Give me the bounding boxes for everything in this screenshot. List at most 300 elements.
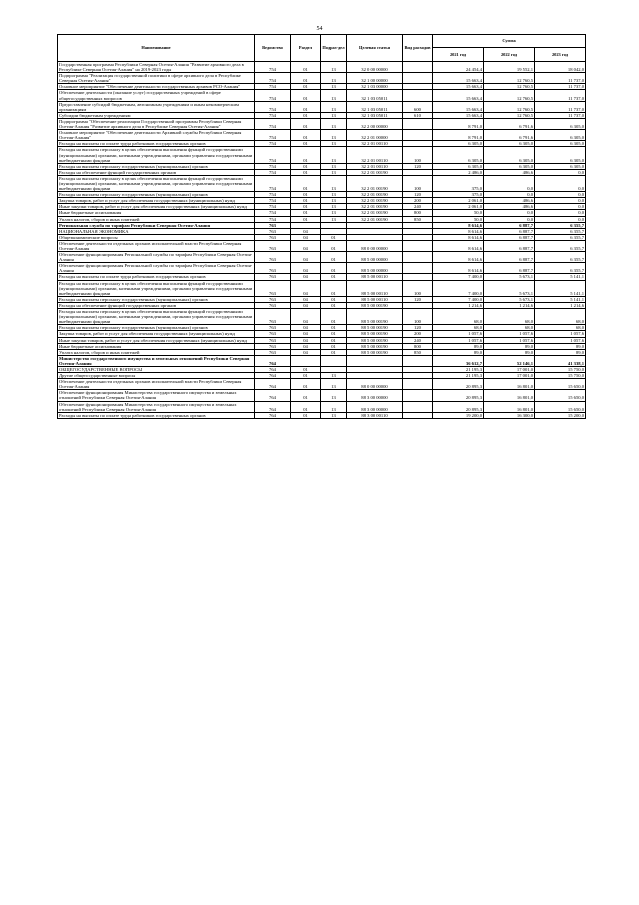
cell-podrazdel: 13 xyxy=(321,175,347,191)
cell-name: Расходы на выплаты по оплате труда работников государственных органов xyxy=(58,274,255,280)
cell-sum-2023: 41 338,1 xyxy=(535,355,586,366)
cell-sum-2021: 20 895,3 xyxy=(433,390,484,401)
cell-podrazdel: 13 xyxy=(321,390,347,401)
cell-sum-2021: 8 614,6 xyxy=(433,263,484,274)
cell-sum-2022: 5 673,1 xyxy=(484,296,535,302)
cell-expense-type xyxy=(403,263,433,274)
cell-sum-2021: 8 791,0 xyxy=(433,118,484,129)
cell-target-article: 88 5 00 00190 xyxy=(347,302,403,308)
cell-sum-2021: 375,0 xyxy=(433,175,484,191)
cell-sum-2022: 12 760,5 xyxy=(484,84,535,90)
cell-expense-type: 120 xyxy=(403,163,433,169)
cell-podrazdel: 13 xyxy=(321,141,347,147)
cell-expense-type xyxy=(403,240,433,251)
cell-sum-2022: 1 214,6 xyxy=(484,302,535,308)
cell-vedomstvo: 764 xyxy=(255,373,291,379)
cell-podrazdel: 13 xyxy=(321,62,347,73)
cell-vedomstvo: 763 xyxy=(255,263,291,274)
cell-vedomstvo: 754 xyxy=(255,216,291,222)
cell-podrazdel: 01 xyxy=(321,240,347,251)
page-number: 54 xyxy=(316,26,323,32)
table-row xyxy=(58,390,586,401)
header-year-2021: 2021 год xyxy=(433,48,484,62)
cell-razdel: 04 xyxy=(291,309,321,325)
cell-sum-2023: 5 141,1 xyxy=(535,280,586,296)
cell-sum-2022: 6 887,7 xyxy=(484,234,535,240)
cell-razdel: 01 xyxy=(291,198,321,204)
cell-podrazdel: 13 xyxy=(321,147,347,163)
cell-sum-2022: 6 887,7 xyxy=(484,263,535,274)
cell-podrazdel: 01 xyxy=(321,302,347,308)
cell-sum-2023: 15 750,0 xyxy=(535,373,586,379)
cell-sum-2023: 1 057,6 xyxy=(535,337,586,343)
cell-sum-2021: 375,0 xyxy=(433,192,484,198)
cell-expense-type: 610 xyxy=(403,112,433,118)
table-row xyxy=(58,355,586,366)
cell-podrazdel: 13 xyxy=(321,204,347,210)
cell-target-article: 32 2 01 00110 xyxy=(347,141,403,147)
cell-sum-2023: 18 042,0 xyxy=(535,62,586,73)
cell-vedomstvo: 754 xyxy=(255,147,291,163)
table-row xyxy=(58,401,586,412)
cell-name: Иные бюджетные ассигнования xyxy=(58,343,255,349)
cell-podrazdel: 01 xyxy=(321,252,347,263)
cell-sum-2022: 6 791,6 xyxy=(484,118,535,129)
cell-vedomstvo: 754 xyxy=(255,118,291,129)
cell-razdel: 01 xyxy=(291,169,321,175)
cell-name: Расходы на обеспечение функций государственных органов xyxy=(58,169,255,175)
cell-sum-2021: 15 663,4 xyxy=(433,90,484,101)
header-year-2022: 2022 год xyxy=(484,48,535,62)
cell-sum-2023: 0,0 xyxy=(535,204,586,210)
cell-target-article: 88 5 00 00110 xyxy=(347,280,403,296)
cell-sum-2023: 6 305,0 xyxy=(535,130,586,141)
cell-sum-2023: 15 650,0 xyxy=(535,379,586,390)
cell-name: Основное мероприятие "Обеспечение деятельности государственных архивов РСО-Алания" xyxy=(58,84,255,90)
cell-sum-2022: 12 760,5 xyxy=(484,112,535,118)
cell-podrazdel: 01 xyxy=(321,296,347,302)
cell-name: Обеспечение деятельности отдельных органов исполнительной власти Республики Северная Осетия-Алания xyxy=(58,240,255,251)
cell-expense-type: 800 xyxy=(403,343,433,349)
cell-sum-2022: 6 887,7 xyxy=(484,252,535,263)
cell-name: Подпрограмма "Обеспечение реализации Государственной программы Республики Северная Осетия-Алания "Развитие архивного дела в Республике Северная Осетия-Алания" xyxy=(58,118,255,129)
cell-expense-type: 600 xyxy=(403,101,433,112)
cell-sum-2022: 68,0 xyxy=(484,309,535,325)
table-row xyxy=(58,73,586,84)
budget-table xyxy=(57,34,586,419)
cell-razdel: 01 xyxy=(291,118,321,129)
cell-sum-2021: 6 305,0 xyxy=(433,141,484,147)
cell-name: НАЦИОНАЛЬНАЯ ЭКОНОМИКА xyxy=(58,228,255,234)
cell-expense-type: 240 xyxy=(403,204,433,210)
cell-vedomstvo: 763 xyxy=(255,337,291,343)
cell-sum-2023: 15 750,0 xyxy=(535,366,586,372)
cell-razdel: 01 xyxy=(291,379,321,390)
cell-sum-2021: 21 195,3 xyxy=(433,366,484,372)
cell-sum-2023: 15 650,0 xyxy=(535,401,586,412)
cell-name: Закупка товаров, работ и услуг для обеспечения государственных (муниципальных) нужд xyxy=(58,198,255,204)
cell-razdel: 01 xyxy=(291,390,321,401)
table-row xyxy=(58,309,586,325)
cell-expense-type xyxy=(403,401,433,412)
cell-name: Обеспечение функционирования Региональной службы по тарифам Республики Северная Осетия-Алания xyxy=(58,252,255,263)
cell-expense-type: 850 xyxy=(403,216,433,222)
cell-sum-2023: 6 355,7 xyxy=(535,240,586,251)
cell-name: Другие общегосударственные вопросы xyxy=(58,373,255,379)
cell-vedomstvo: 763 xyxy=(255,325,291,331)
table-row xyxy=(58,280,586,296)
cell-vedomstvo: 754 xyxy=(255,141,291,147)
cell-razdel: 04 xyxy=(291,240,321,251)
cell-podrazdel: 13 xyxy=(321,90,347,101)
cell-name: Расходы на выплаты персоналу государственных (муниципальных) органов xyxy=(58,163,255,169)
cell-podrazdel: 01 xyxy=(321,274,347,280)
cell-sum-2022: 0,0 xyxy=(484,175,535,191)
cell-sum-2023: 0,0 xyxy=(535,169,586,175)
table-row xyxy=(58,130,586,141)
cell-target-article: 32 2 01 00190 xyxy=(347,204,403,210)
cell-podrazdel: 13 xyxy=(321,169,347,175)
cell-podrazdel: 13 xyxy=(321,216,347,222)
header-vedomstvo: Ведомство xyxy=(255,35,291,62)
cell-sum-2022: 486,6 xyxy=(484,198,535,204)
cell-podrazdel: 13 xyxy=(321,73,347,84)
cell-vedomstvo: 763 xyxy=(255,274,291,280)
cell-sum-2021: 19 200,0 xyxy=(433,412,484,418)
cell-sum-2023: 6 355,7 xyxy=(535,252,586,263)
cell-sum-2021: 36 612,7 xyxy=(433,355,484,366)
cell-target-article: 32 2 01 00190 xyxy=(347,210,403,216)
cell-sum-2021: 15 663,4 xyxy=(433,84,484,90)
cell-podrazdel: 01 xyxy=(321,263,347,274)
cell-expense-type: 120 xyxy=(403,192,433,198)
cell-name: Уплата налогов, сборов и иных платежей xyxy=(58,349,255,355)
cell-vedomstvo: 754 xyxy=(255,101,291,112)
cell-razdel: 04 xyxy=(291,296,321,302)
cell-name: Государственная программа Республики Северная Осетия-Алания "Развитие архивного дела в Республике Северная Осетия-Алания" на 2019-2023 годы xyxy=(58,62,255,73)
cell-vedomstvo: 754 xyxy=(255,73,291,84)
cell-name: Общеэкономические вопросы xyxy=(58,234,255,240)
cell-sum-2023: 6 355,7 xyxy=(535,234,586,240)
cell-sum-2021: 15 663,4 xyxy=(433,73,484,84)
cell-sum-2023: 68,0 xyxy=(535,309,586,325)
cell-name: Предоставление субсидий бюджетным, автономным учреждениям и иным некоммерческим организациям xyxy=(58,101,255,112)
cell-podrazdel: 13 xyxy=(321,118,347,129)
cell-razdel: 01 xyxy=(291,101,321,112)
cell-target-article: 88 5 00 00110 xyxy=(347,296,403,302)
cell-expense-type xyxy=(403,355,433,366)
cell-podrazdel: 13 xyxy=(321,84,347,90)
cell-sum-2023: 11 737,0 xyxy=(535,84,586,90)
cell-sum-2021: 68,0 xyxy=(433,325,484,331)
cell-sum-2023: 11 737,0 xyxy=(535,73,586,84)
cell-sum-2023: 89,0 xyxy=(535,343,586,349)
cell-expense-type: 200 xyxy=(403,198,433,204)
cell-expense-type: 120 xyxy=(403,296,433,302)
cell-vedomstvo: 754 xyxy=(255,198,291,204)
cell-target-article: 88 3 00 00110 xyxy=(347,412,403,418)
cell-target-article: 32 2 01 00190 xyxy=(347,198,403,204)
cell-razdel: 04 xyxy=(291,349,321,355)
cell-vedomstvo: 763 xyxy=(255,349,291,355)
cell-vedomstvo: 754 xyxy=(255,84,291,90)
cell-sum-2022: 486,6 xyxy=(484,204,535,210)
cell-razdel: 04 xyxy=(291,234,321,240)
cell-razdel: 04 xyxy=(291,280,321,296)
cell-sum-2021: 21 195,3 xyxy=(433,373,484,379)
cell-target-article: 32 2 01 00190 xyxy=(347,192,403,198)
cell-podrazdel: 13 xyxy=(321,163,347,169)
cell-podrazdel: 13 xyxy=(321,192,347,198)
cell-razdel: 01 xyxy=(291,366,321,372)
cell-razdel: 01 xyxy=(291,84,321,90)
cell-sum-2022: 486,6 xyxy=(484,169,535,175)
cell-target-article: 32 2 01 00000 xyxy=(347,130,403,141)
cell-sum-2022: 6 887,7 xyxy=(484,228,535,234)
cell-podrazdel: 13 xyxy=(321,101,347,112)
cell-sum-2022: 89,0 xyxy=(484,343,535,349)
cell-name: Расходы на выплаты персоналу в целях обеспечения выполнения функций государственными (муниципальными) органами, казенными учреждениями, органами управления государственными внебюджетными фондами xyxy=(58,309,255,325)
cell-razdel: 01 xyxy=(291,112,321,118)
cell-sum-2023: 5 141,1 xyxy=(535,296,586,302)
cell-expense-type: 100 xyxy=(403,147,433,163)
cell-sum-2021: 7 400,0 xyxy=(433,280,484,296)
cell-sum-2021: 6 305,0 xyxy=(433,163,484,169)
cell-sum-2021: 89,0 xyxy=(433,343,484,349)
header-podrazdel: Подраз-дел xyxy=(321,35,347,62)
cell-target-article: 32 2 01 00190 xyxy=(347,175,403,191)
cell-razdel: 04 xyxy=(291,228,321,234)
cell-sum-2023: 5 141,1 xyxy=(535,274,586,280)
cell-sum-2023: 15 650,0 xyxy=(535,390,586,401)
cell-target-article: 32 2 01 00110 xyxy=(347,147,403,163)
cell-vedomstvo: 763 xyxy=(255,240,291,251)
cell-sum-2021: 20 895,3 xyxy=(433,379,484,390)
cell-sum-2022: 16 801,0 xyxy=(484,379,535,390)
cell-target-article: 88 5 00 00190 xyxy=(347,337,403,343)
cell-name: Расходы на выплаты по оплате труда работников государственных органов xyxy=(58,412,255,418)
cell-sum-2022: 12 760,5 xyxy=(484,101,535,112)
cell-sum-2022: 89,0 xyxy=(484,349,535,355)
cell-vedomstvo: 764 xyxy=(255,412,291,418)
cell-expense-type: 800 xyxy=(403,210,433,216)
cell-vedomstvo: 754 xyxy=(255,62,291,73)
cell-podrazdel: 01 xyxy=(321,349,347,355)
table-row xyxy=(58,147,586,163)
header-year-2023: 2023 год xyxy=(535,48,586,62)
cell-podrazdel: 01 xyxy=(321,325,347,331)
cell-sum-2023: 0,0 xyxy=(535,216,586,222)
table-row xyxy=(58,252,586,263)
cell-vedomstvo: 763 xyxy=(255,343,291,349)
cell-target-article: 32 1 00 00000 xyxy=(347,73,403,84)
cell-sum-2021: 2 061,0 xyxy=(433,198,484,204)
cell-name: Подпрограмма "Реализация государственной политики в сфере архивного дела в Республике Северная Осетия-Алания" xyxy=(58,73,255,84)
cell-vedomstvo: 763 xyxy=(255,222,291,228)
cell-razdel: 04 xyxy=(291,263,321,274)
cell-vedomstvo: 754 xyxy=(255,112,291,118)
cell-razdel: 01 xyxy=(291,210,321,216)
cell-sum-2023: 68,0 xyxy=(535,325,586,331)
cell-sum-2022: 6 305,0 xyxy=(484,141,535,147)
cell-expense-type: 100 xyxy=(403,309,433,325)
cell-target-article: 88 5 00 00110 xyxy=(347,274,403,280)
cell-sum-2021: 15 663,4 xyxy=(433,112,484,118)
cell-podrazdel: 01 xyxy=(321,280,347,296)
cell-razdel: 01 xyxy=(291,130,321,141)
cell-vedomstvo: 763 xyxy=(255,228,291,234)
cell-sum-2022: 12 760,5 xyxy=(484,90,535,101)
cell-razdel: 04 xyxy=(291,343,321,349)
table-row xyxy=(58,263,586,274)
cell-sum-2021: 2 486,0 xyxy=(433,169,484,175)
cell-target-article: 88 5 00 00000 xyxy=(347,263,403,274)
cell-sum-2021: 15 663,4 xyxy=(433,101,484,112)
cell-expense-type xyxy=(403,90,433,101)
cell-podrazdel: 13 xyxy=(321,412,347,418)
cell-podrazdel: 13 xyxy=(321,373,347,379)
cell-razdel: 01 xyxy=(291,216,321,222)
cell-sum-2022: 6 305,0 xyxy=(484,163,535,169)
cell-vedomstvo: 754 xyxy=(255,204,291,210)
cell-expense-type: 240 xyxy=(403,337,433,343)
cell-name: Субсидии бюджетным учреждениям xyxy=(58,112,255,118)
cell-sum-2022: 12 760,5 xyxy=(484,73,535,84)
cell-name: Обеспечение функционирования Министерства государственного имущества и земельных отношений Республики Северная Осетия-Алания xyxy=(58,390,255,401)
cell-target-article: 32 2 01 00190 xyxy=(347,169,403,175)
cell-sum-2023: 15 200,0 xyxy=(535,412,586,418)
cell-sum-2022: 6 791,6 xyxy=(484,130,535,141)
cell-sum-2023: 89,0 xyxy=(535,349,586,355)
cell-name: Иные закупки товаров, работ и услуг для обеспечения государственных (муниципальных) нужд xyxy=(58,337,255,343)
cell-vedomstvo: 763 xyxy=(255,331,291,337)
cell-podrazdel: 13 xyxy=(321,210,347,216)
cell-expense-type: 100 xyxy=(403,175,433,191)
cell-sum-2023: 11 737,0 xyxy=(535,112,586,118)
cell-sum-2023: 0,0 xyxy=(535,192,586,198)
cell-vedomstvo: 763 xyxy=(255,252,291,263)
cell-razdel: 01 xyxy=(291,90,321,101)
cell-name: Основное мероприятие "Обеспечение деятельности Архивной службы Республики Северная Осетия-Алания" xyxy=(58,130,255,141)
cell-podrazdel: 13 xyxy=(321,401,347,412)
cell-sum-2021: 8 614,6 xyxy=(433,234,484,240)
cell-target-article xyxy=(347,355,403,366)
table-row xyxy=(58,90,586,101)
cell-name: Уплата налогов, сборов и иных платежей xyxy=(58,216,255,222)
cell-razdel: 01 xyxy=(291,401,321,412)
cell-sum-2023: 11 737,0 xyxy=(535,90,586,101)
header-expense-type: Вид расходов xyxy=(403,35,433,62)
cell-podrazdel: 01 xyxy=(321,331,347,337)
cell-sum-2023: 6 305,0 xyxy=(535,147,586,163)
table-row xyxy=(58,118,586,129)
cell-name: Расходы на выплаты персоналу государственных (муниципальных) органов xyxy=(58,296,255,302)
table-row xyxy=(58,62,586,73)
cell-razdel: 01 xyxy=(291,373,321,379)
cell-vedomstvo: 754 xyxy=(255,192,291,198)
cell-razdel: 01 xyxy=(291,73,321,84)
cell-expense-type: 120 xyxy=(403,325,433,331)
cell-target-article: 88 0 00 00000 xyxy=(347,240,403,251)
cell-expense-type xyxy=(403,390,433,401)
cell-podrazdel: 01 xyxy=(321,234,347,240)
cell-expense-type xyxy=(403,73,433,84)
cell-expense-type: 200 xyxy=(403,331,433,337)
cell-podrazdel: 13 xyxy=(321,379,347,390)
cell-sum-2023: 11 737,0 xyxy=(535,101,586,112)
cell-vedomstvo: 764 xyxy=(255,355,291,366)
cell-expense-type xyxy=(403,412,433,418)
cell-target-article: 88 5 00 00190 xyxy=(347,325,403,331)
cell-sum-2022: 52 146,1 xyxy=(484,355,535,366)
cell-razdel: 01 xyxy=(291,175,321,191)
cell-target-article: 32 1 03 05011 xyxy=(347,101,403,112)
cell-name: Обеспечение функционирования Региональной службы по тарифам Республики Северная Осетия-Алания xyxy=(58,263,255,274)
table-row xyxy=(58,379,586,390)
cell-vedomstvo: 764 xyxy=(255,401,291,412)
table-row xyxy=(58,175,586,191)
cell-sum-2021: 1 214,6 xyxy=(433,302,484,308)
cell-vedomstvo: 763 xyxy=(255,302,291,308)
cell-podrazdel: 13 xyxy=(321,198,347,204)
cell-sum-2023: 1 057,6 xyxy=(535,331,586,337)
cell-vedomstvo: 764 xyxy=(255,390,291,401)
cell-target-article: 88 5 00 00190 xyxy=(347,331,403,337)
cell-sum-2021: 50,0 xyxy=(433,216,484,222)
cell-podrazdel xyxy=(321,355,347,366)
cell-target-article: 88 5 00 00190 xyxy=(347,343,403,349)
cell-podrazdel: 01 xyxy=(321,343,347,349)
cell-sum-2022: 17 001,0 xyxy=(484,373,535,379)
cell-target-article: 32 2 00 00000 xyxy=(347,118,403,129)
cell-name: Министерство государственного имущества и земельных отношений Республики Северная Осетия-Алания xyxy=(58,355,255,366)
cell-name: ОБЩЕГОСУДАРСТВЕННЫЕ ВОПРОСЫ xyxy=(58,366,255,372)
cell-name: Расходы на выплаты персоналу государственных (муниципальных) органов xyxy=(58,325,255,331)
cell-name: Обеспечение деятельности отдельных органов исполнительной власти Республики Северная Осетия-Алания xyxy=(58,379,255,390)
cell-target-article: 32 1 03 05011 xyxy=(347,112,403,118)
cell-sum-2021: 8 614,6 xyxy=(433,222,484,228)
cell-sum-2022: 16 300,0 xyxy=(484,412,535,418)
cell-vedomstvo: 764 xyxy=(255,379,291,390)
cell-vedomstvo: 763 xyxy=(255,296,291,302)
cell-vedomstvo: 754 xyxy=(255,90,291,101)
cell-vedomstvo: 754 xyxy=(255,169,291,175)
cell-sum-2023: 0,0 xyxy=(535,175,586,191)
cell-name: Расходы на обеспечение функций государственных органов xyxy=(58,302,255,308)
cell-target-article: 88 5 00 00000 xyxy=(347,252,403,263)
table-header xyxy=(58,35,586,62)
cell-razdel: 01 xyxy=(291,412,321,418)
cell-target-article: 32 2 01 00110 xyxy=(347,163,403,169)
cell-sum-2021: 50,0 xyxy=(433,210,484,216)
cell-sum-2023: 0,0 xyxy=(535,210,586,216)
cell-expense-type xyxy=(403,252,433,263)
cell-expense-type xyxy=(403,118,433,129)
cell-target-article: 88 0 00 00000 xyxy=(347,379,403,390)
cell-razdel: 04 xyxy=(291,325,321,331)
cell-name: Расходы на выплаты персоналу в целях обеспечения выполнения функций государственными (муниципальными) органами, казенными учреждениями, органами управления государственными внебюджетными фондами xyxy=(58,147,255,163)
cell-expense-type xyxy=(403,62,433,73)
header-target-article: Целевая статья xyxy=(347,35,403,62)
cell-vedomstvo: 754 xyxy=(255,175,291,191)
cell-sum-2021: 20 895,3 xyxy=(433,401,484,412)
cell-sum-2022: 0,0 xyxy=(484,192,535,198)
cell-sum-2021: 1 057,6 xyxy=(433,337,484,343)
cell-razdel xyxy=(291,355,321,366)
cell-razdel: 04 xyxy=(291,252,321,263)
cell-sum-2022: 0,0 xyxy=(484,210,535,216)
cell-target-article: 88 5 00 00190 xyxy=(347,309,403,325)
